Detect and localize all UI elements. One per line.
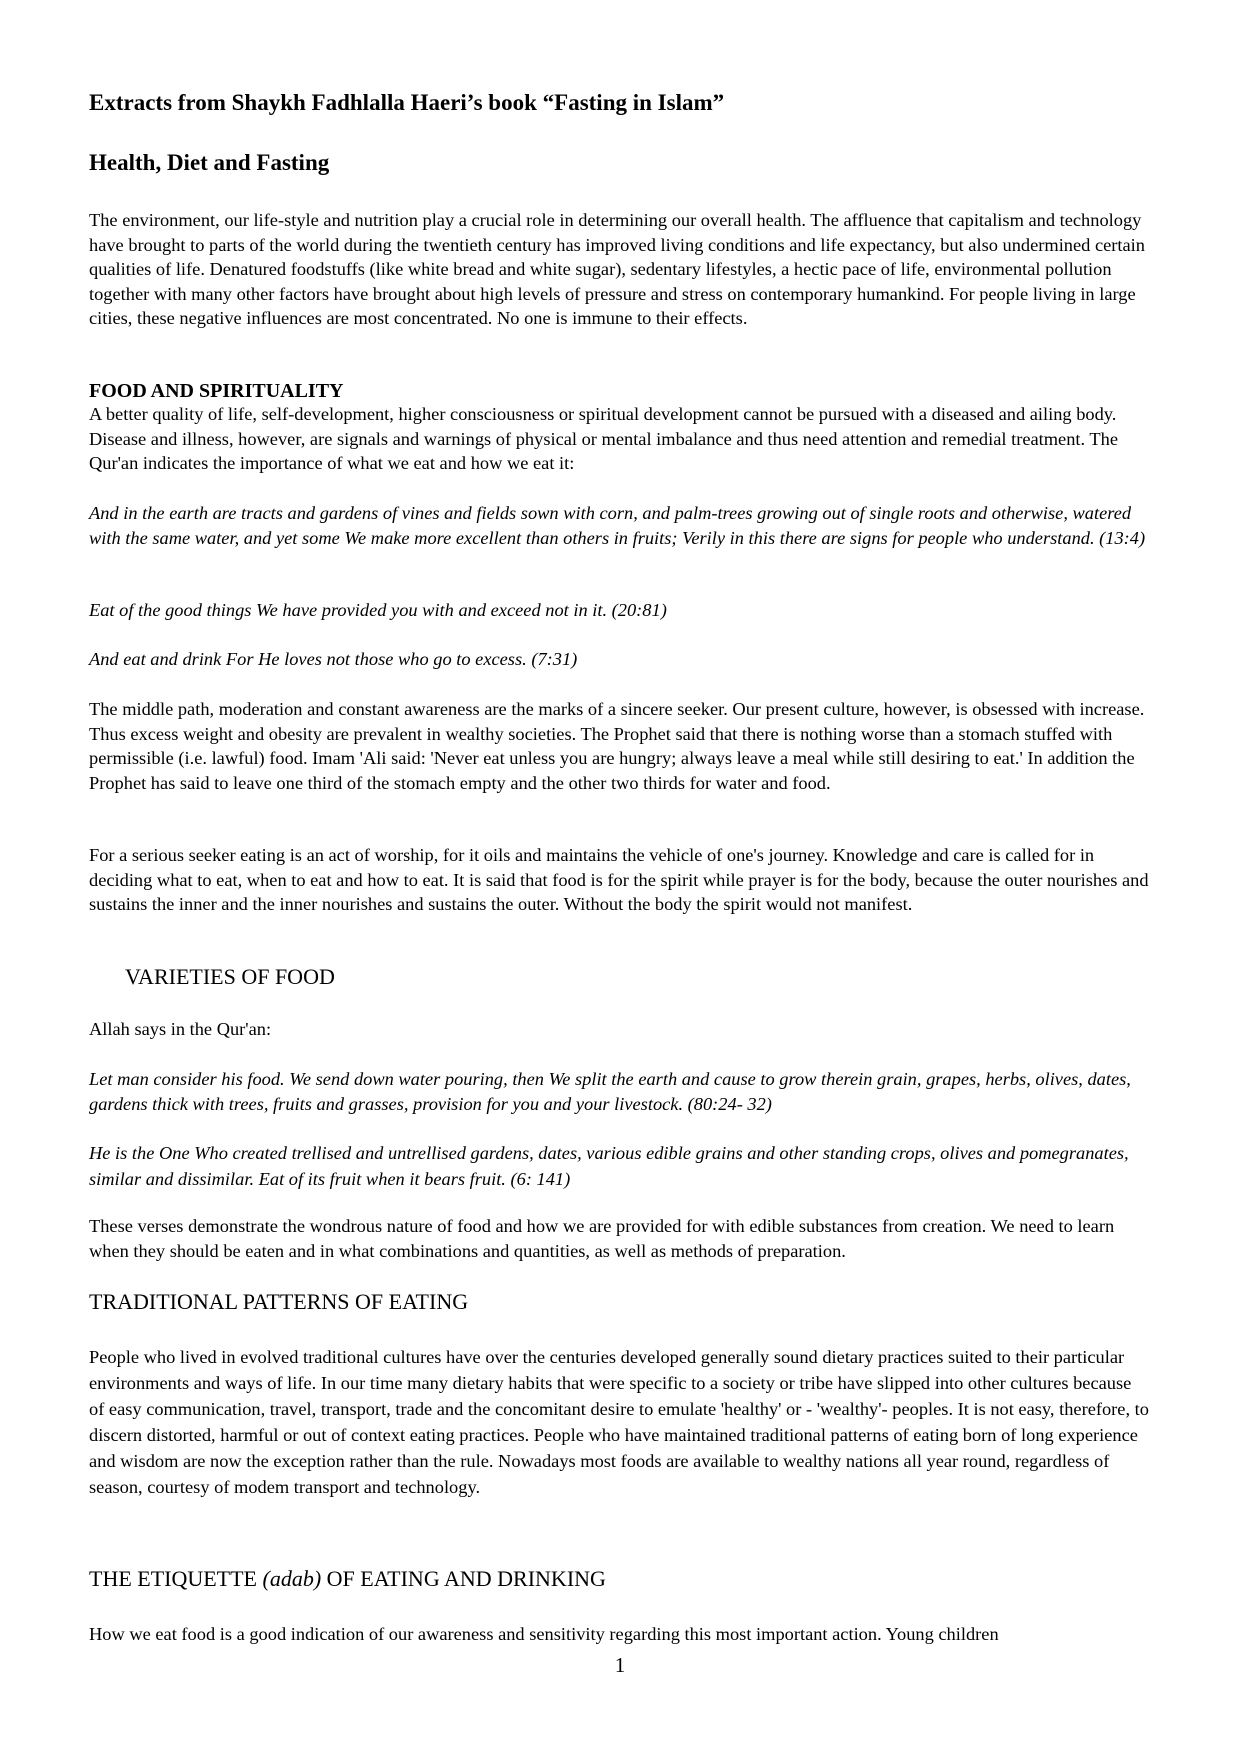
heading-italic-text: (adab) <box>262 1566 322 1591</box>
quran-quote: Let man consider his food. We send down water pouring, then We split the earth and cause to grow therein grain, grapes, herbs, olives, dates, gardens thick with trees, fruits and grasses, provision for you and your livestock. (80:24- 32) <box>89 1069 1131 1114</box>
quran-quote: And eat and drink For He loves not those who go to excess. (7:31) <box>89 649 578 669</box>
quran-quote: Eat of the good things We have provided you with and exceed not in it. (20:81) <box>89 600 667 620</box>
paragraph: A better quality of life, self-development, higher consciousness or spiritual development cannot be pursued with a diseased and ailing body. Disease and illness, however, are signals and warnings of physical or mental imbalance and thus need attention and remedial treatment. The Qur'an indicates the importance of what we eat and how we eat it: <box>89 404 1118 473</box>
heading-text: OF EATING AND DRINKING <box>321 1566 606 1591</box>
paragraph: For a serious seeker eating is an act of worship, for it oils and maintains the vehicle of one's journey. Knowledge and care is called for in deciding what to eat, when to eat and how to eat. It is said that food is for the spirit while prayer is for the body, because the outer nourishes and sustains the inner and the inner nourishes and sustains the outer. Without the body the spirit would not manifest. <box>89 845 1149 914</box>
intro-paragraph: The environment, our life-style and nutrition play a crucial role in determining our overall health. The affluence that capitalism and technology have brought to parts of the world during the twentieth century has improved living conditions and life expectancy, but also undermined certain qualities of life. Denatured foodstuffs (like white bread and white sugar), sedentary lifestyles, a hectic pace of life, environmental pollution together with many other factors have brought about high levels of pressure and stress on contemporary humankind. For people living in large cities, these negative influences are most concentrated. No one is immune to their effects. <box>89 210 1145 328</box>
document-title: Extracts from Shaykh Fadhlalla Haeri’s book “Fasting in Islam” <box>89 90 725 115</box>
quran-quote: And in the earth are tracts and gardens of vines and fields sown with corn, and palm-trees growing out of single roots and otherwise, watered with the same water, and yet some We make more excellent than others in fruits; Verily in this there are signs for people who understand. (13:4) <box>89 503 1146 548</box>
quran-quote: He is the One Who created trellised and untrellised gardens, dates, various edible grains and other standing crops, olives and pomegranates, similar and dissimilar. Eat of its fruit when it bears fruit. (6: 141) <box>89 1143 1129 1189</box>
section-heading-etiquette <box>89 1566 606 1592</box>
section-heading-food-spirituality: FOOD AND SPIRITUALITY <box>89 380 344 402</box>
paragraph: People who lived in evolved traditional cultures have over the centuries developed generally sound dietary practices suited to their particular environments and ways of life. In our time many dietary habits that were specific to a society or tribe have slipped into other cultures because of easy communication, travel, transport, trade and the concomitant desire to emulate 'healthy' or - 'wealthy'- peoples. It is not easy, therefore, to discern distorted, harmful or out of context eating practices. People who have maintained traditional patterns of eating born of long experience and wisdom are now the exception rather than the rule. Nowadays most foods are available to wealthy nations all year round, regardless of season, courtesy of modem transport and technology. <box>89 1347 1149 1497</box>
paragraph: The middle path, moderation and constant awareness are the marks of a sincere seeker. Our present culture, however, is obsessed with increase. Thus excess weight and obesity are prevalent in wealthy societies. The Prophet said that there is nothing worse than a stomach stuffed with permissible (i.e. lawful) food. Imam 'Ali said: 'Never eat unless you are hungry; always leave a meal while still desiring to eat.' In addition the Prophet has said to leave one third of the stomach empty and the other two thirds for water and food. <box>89 699 1145 793</box>
document-subtitle: Health, Diet and Fasting <box>89 150 330 175</box>
page-number: 1 <box>614 1653 626 1677</box>
paragraph: Allah says in the Qur'an: <box>89 1019 272 1039</box>
section-heading-traditional: TRADITIONAL PATTERNS OF EATING <box>89 1289 469 1314</box>
paragraph: These verses demonstrate the wondrous nature of food and how we are provided for with edible substances from creation. We need to learn when they should be eaten and in what combinations and quantities, as well as methods of preparation. <box>89 1216 1115 1261</box>
section-heading-varieties: VARIETIES OF FOOD <box>125 964 335 989</box>
heading-text: THE ETIQUETTE <box>89 1566 263 1591</box>
paragraph: How we eat food is a good indication of our awareness and sensitivity regarding this most important action. Young children <box>89 1624 999 1644</box>
